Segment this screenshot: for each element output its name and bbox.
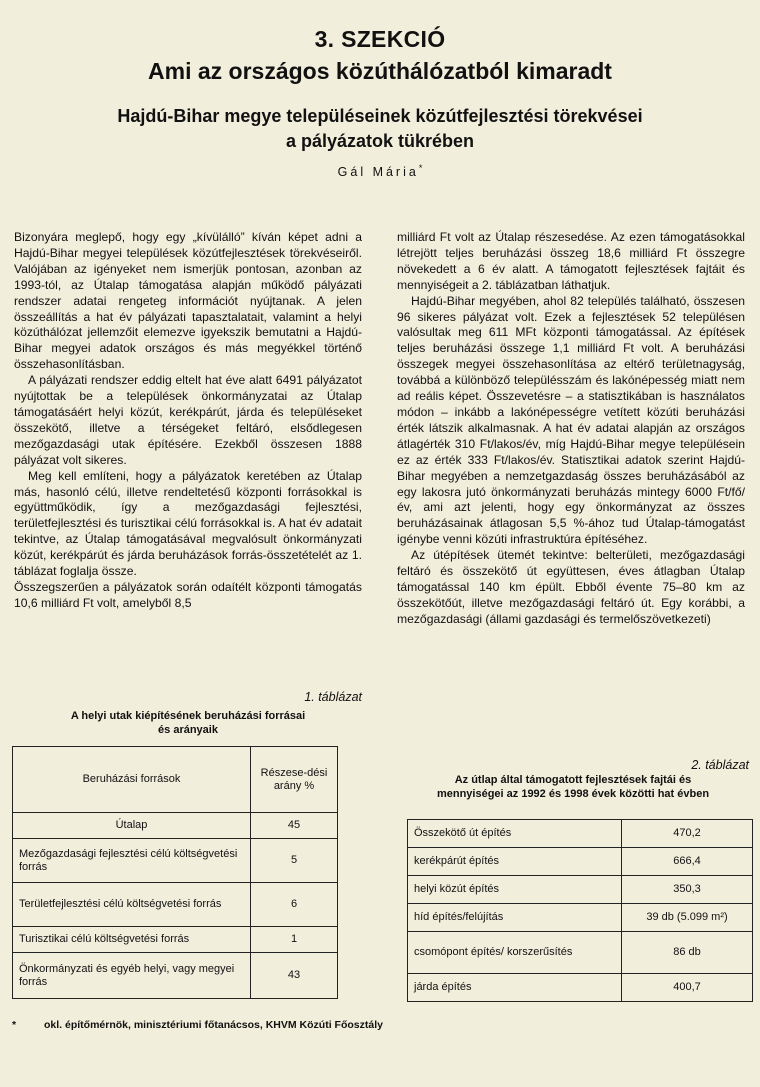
table1-cell-label: Mezőgazdasági fejlesztési célú költségvetési forrás xyxy=(13,839,251,883)
table2-caption-line1: Az útlap által támogatott fejlesztések fajtái és xyxy=(454,774,692,786)
table2-cell-value: 86 db xyxy=(622,932,753,974)
body-paragraph: A pályázati rendszer eddig eltelt hat éve alatt 6491 pályázatot nyújtottak be a települések önkormányzatai az Útalap támogatásáért helyi közút, kerékpárút, járda és településeket összekötő, illetve a térségeket feltáró, elsődlegesen mezőgazdasági utak építésére. Ezekből összesen 1888 pályázat volt sikeres. xyxy=(14,373,362,467)
table-row xyxy=(408,974,753,1002)
table1-cell-label: Területfejlesztési célú költségvetési forrás xyxy=(13,883,251,927)
footnote-text: okl. építőmérnök, minisztériumi főtanácsos, KHVM Közúti Főosztály xyxy=(44,1019,383,1031)
table2-cell-value: 350,3 xyxy=(622,876,753,904)
table1-cell-value: 1 xyxy=(251,927,338,953)
footnote xyxy=(12,1019,383,1031)
subtitle-line-2: a pályázatok tükrében xyxy=(285,131,475,151)
table1-header-source: Beruházási források xyxy=(13,747,251,813)
table2-cell-label: helyi közút építés xyxy=(408,876,622,904)
table2-cell-value: 470,2 xyxy=(622,820,753,848)
table2-cell-label: Összekötő út építés xyxy=(408,820,622,848)
table2-cell-label: híd építés/felújítás xyxy=(408,904,622,932)
table1-number: 1. táblázat xyxy=(304,690,362,704)
body-paragraph: Összegszerűen a pályázatok során odaítélt központi támogatás 10,6 milliárd Ft volt, amelyből 8,5 xyxy=(14,579,362,610)
body-paragraph: Meg kell említeni, hogy a pályázatok keretében az Útalap más, hasonló célú, illetve rendeltetésű központi forrásokkal is együttműködik, így a mezőgazdasági fejlesztési, területfejlesztési és turisztikai célú forrásokkal is. A hat év adatait tekintve, az Útalap támogatásával megvalósult önkormányzati közút, kerékpárút és járda beruházások forrás-összetételét az 1. táblázat foglalja össze. xyxy=(14,468,362,579)
table1-caption-line2: és arányaik xyxy=(158,724,218,736)
table1-cell-value: 43 xyxy=(251,953,338,999)
footnote-mark: * xyxy=(12,1019,17,1031)
table1-cell-label: Útalap xyxy=(13,813,251,839)
table2 xyxy=(407,819,753,1002)
table-row xyxy=(408,904,753,932)
table1-caption xyxy=(14,709,362,737)
subtitle-line-1: Hajdú-Bihar megye településeinek közútfejlesztési törekvései xyxy=(117,106,643,126)
table-row xyxy=(408,820,753,848)
table1-cell-label: Önkormányzati és egyéb helyi, vagy megyei forrás xyxy=(13,953,251,999)
body-paragraph: Az útépítések ütemét tekintve: belterületi, mezőgazdasági feltáró és összekötő út együttesen, éves átlagban Útalap támogatással 140 km épült. Ebből évente 75–80 km az összekötőút, illetve mezőgazdasági feltáró út. Egy korábbi, a mezőgazdasági (állami gazdasági és termelőszövetkezeti) xyxy=(397,548,745,626)
table2-cell-label: csomópont építés/ korszerűsítés xyxy=(408,932,622,974)
table-row xyxy=(13,839,338,883)
table2-number: 2. táblázat xyxy=(691,758,749,772)
right-column xyxy=(397,230,745,628)
table-row xyxy=(408,848,753,876)
table2-caption xyxy=(397,773,749,801)
section-heading: 3. SZEKCIÓ xyxy=(314,26,446,52)
author-name: Gál Mária xyxy=(337,165,419,180)
body-paragraph: milliárd Ft volt az Útalap részesedése. Az ezen támogatásokkal létrejött teljes beruházási összeg 18,6 milliárd Ft összegre növekedett a 6 év alatt. A támogatott fejlesztések fajtáit és mennyiségeit a 2. táblázatban láthatjuk. xyxy=(397,230,745,292)
table1-header-row xyxy=(13,747,338,813)
table1-cell-value: 5 xyxy=(251,839,338,883)
author-footnote-mark: * xyxy=(418,163,423,173)
table2-cell-value: 400,7 xyxy=(622,974,753,1002)
table2-cell-label: kerékpárút építés xyxy=(408,848,622,876)
table-row xyxy=(13,953,338,999)
table2-cell-value: 39 db (5.099 m²) xyxy=(622,904,753,932)
left-column xyxy=(14,230,362,612)
table-row xyxy=(408,876,753,904)
article-title: Ami az országos közúthálózatból kimaradt xyxy=(148,58,612,84)
body-paragraph: Bizonyára meglepő, hogy egy „kívülálló” kíván képet adni a Hajdú-Bihar megyei települések közútfejlesztések törekvéseiről. Valójában az igényeket nem ismerjük pontosan, azonban az 1993-tól, az Útalap támogatása alapján működő pályázati rendszer adatai rengeteg információt nyújtanak. A jelen összeállítás a hat év pályázati tapasztalatait, valamint a helyi közúthálózat jellemzőit elemezve igyekszik bemutatni a Hajdú-Bihar megyei adatok országos és más megyékkel történő összehasonlításban. xyxy=(14,230,362,372)
table2-caption-line2: mennyiségei az 1992 és 1998 évek közötti hat évben xyxy=(436,788,710,800)
table1 xyxy=(12,746,338,999)
table2-cell-label: járda építés xyxy=(408,974,622,1002)
table2-cell-value: 666,4 xyxy=(622,848,753,876)
table1-header-share: Részese-dési arány % xyxy=(251,747,338,813)
author-line xyxy=(0,163,760,179)
table1-cell-value: 45 xyxy=(251,813,338,839)
table1-caption-line1: A helyi utak kiépítésének beruházási forrásai xyxy=(70,710,306,722)
table-row xyxy=(13,813,338,839)
table-row xyxy=(13,927,338,953)
table-row xyxy=(408,932,753,974)
body-paragraph: Hajdú-Bihar megyében, ahol 82 település található, összesen 96 sikeres pályázat volt. Ezek a fejlesztések 52 településen valósultak meg 611 MFt központi támogatással. Az építések teljes beruházási összege 1,1 milliárd Ft volt. A beruházási összegek megyei összehasonlítása az eltérő területnagyság, továbbá a különböző településszám és lakónépesség miatt nem ad reális képet. Összevetésre – a statisztikában is használatos módon – inkább a lakónépességre vetített közúti beruházási érték látszik alkalmasnak. A hat év adatai alapján az országos átlagérték 310 Ft/lakos/év, míg Hajdú-Bihar megye településein ez az érték 333 Ft/lakos/év. Statisztikai adatok szerint Hajdú-Bihar megyében a nemzetgazdaság összes beruházásából az egy lakosra jutó önkormányzati beruházás mintegy 6000 Ft/fő/év, ami azt jelenti, hogy egy önkormányzat az összes beruházásainak átlagosan 5,5 %-ához tud Útalap-támogatást igénybe venni közúti infrastruktúra építéséhez. xyxy=(397,293,745,547)
table1-cell-label: Turisztikai célú költségvetési forrás xyxy=(13,927,251,953)
table-row xyxy=(13,883,338,927)
table1-cell-value: 6 xyxy=(251,883,338,927)
